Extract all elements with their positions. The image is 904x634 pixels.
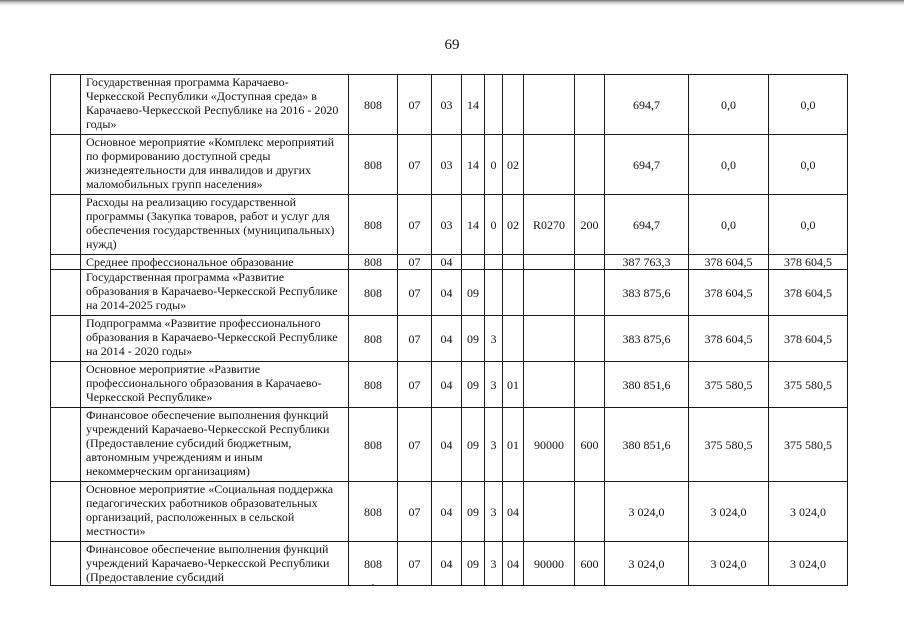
csr-direction-cell	[524, 270, 575, 316]
csr-subprogram-cell: 3	[485, 482, 503, 542]
gutter-cell	[51, 75, 81, 135]
csr-subprogram-cell: 3	[485, 408, 503, 482]
table-row	[51, 75, 848, 135]
budget-table	[50, 74, 848, 586]
pr-cell: 03	[432, 195, 462, 255]
sum-year-3-cell: 0,0	[769, 135, 848, 195]
gutter-cell	[51, 408, 81, 482]
table-row	[51, 362, 848, 408]
sum-year-2-cell: 375 580,5	[689, 362, 769, 408]
sum-year-1-cell: 380 851,6	[605, 362, 689, 408]
csr-event-cell	[503, 75, 524, 135]
csr-program-cell: 09	[462, 542, 485, 586]
csr-program-cell: 14	[462, 135, 485, 195]
sum-year-1-cell: 3 024,0	[605, 542, 689, 586]
rz-cell: 07	[398, 408, 432, 482]
csr-program-cell: 14	[462, 75, 485, 135]
csr-program-cell: 09	[462, 482, 485, 542]
rz-cell: 07	[398, 362, 432, 408]
scan-edge	[0, 0, 904, 6]
row-name-cell: Подпрограмма «Развитие профессионального образования в Карачаево-Черкесской Республике на 2014 - 2020 годы»	[81, 316, 349, 362]
pr-cell: 03	[432, 135, 462, 195]
gutter-cell	[51, 316, 81, 362]
pr-cell: 03	[432, 75, 462, 135]
vr-cell	[575, 362, 605, 408]
sum-year-2-cell: 3 024,0	[689, 482, 769, 542]
page-number: 69	[444, 37, 460, 53]
csr-event-cell	[503, 316, 524, 362]
table-row	[51, 316, 848, 362]
csr-program-cell: 09	[462, 362, 485, 408]
row-name-cell: Основное мероприятие «Развитие профессионального образования в Карачаево-Черкесской Республике»	[81, 362, 349, 408]
sum-year-1-cell: 694,7	[605, 195, 689, 255]
sum-year-2-cell: 3 024,0	[689, 542, 769, 586]
table-row	[51, 542, 848, 586]
row-name-cell: Расходы на реализацию государственной программы (Закупка товаров, работ и услуг для обеспечения государственных (муниципальных) нужд)	[81, 195, 349, 255]
pr-cell: 04	[432, 362, 462, 408]
sum-year-2-cell: 375 580,5	[689, 408, 769, 482]
csr-direction-cell: 90000	[524, 408, 575, 482]
csr-program-cell: 09	[462, 408, 485, 482]
pr-cell: 04	[432, 255, 462, 270]
ved-cell: 808	[349, 408, 398, 482]
vr-cell: 600	[575, 542, 605, 586]
csr-direction-cell	[524, 135, 575, 195]
sum-year-1-cell: 380 851,6	[605, 408, 689, 482]
gutter-cell	[51, 195, 81, 255]
ved-cell: 808	[349, 482, 398, 542]
sum-year-2-cell: 378 604,5	[689, 255, 769, 270]
rz-cell: 07	[398, 482, 432, 542]
ved-cell: 808	[349, 316, 398, 362]
sum-year-2-cell: 0,0	[689, 135, 769, 195]
sum-year-2-cell: 378 604,5	[689, 270, 769, 316]
csr-subprogram-cell	[485, 75, 503, 135]
sum-year-2-cell: 0,0	[689, 195, 769, 255]
pr-cell: 04	[432, 316, 462, 362]
gutter-cell	[51, 362, 81, 408]
csr-program-cell	[462, 255, 485, 270]
csr-event-cell	[503, 270, 524, 316]
table-row	[51, 408, 848, 482]
sum-year-1-cell: 694,7	[605, 135, 689, 195]
vr-cell	[575, 75, 605, 135]
csr-event-cell: 01	[503, 362, 524, 408]
vr-cell: 600	[575, 408, 605, 482]
csr-direction-cell: R0270	[524, 195, 575, 255]
table-row	[51, 270, 848, 316]
row-name-cell: Финансовое обеспечение выполнения функций учреждений Карачаево-Черкесской Республики (Предоставление субсидий бюджетным, автономным учреждениям и иным некоммерческим организациям)	[81, 408, 349, 482]
row-name-cell: Среднее профессиональное образование	[81, 255, 349, 270]
csr-event-cell: 04	[503, 542, 524, 586]
sum-year-3-cell: 378 604,5	[769, 316, 848, 362]
table-row	[51, 135, 848, 195]
csr-event-cell	[503, 255, 524, 270]
pr-cell: 04	[432, 270, 462, 316]
sum-year-3-cell: 0,0	[769, 75, 848, 135]
csr-direction-cell	[524, 255, 575, 270]
pr-cell: 04	[432, 408, 462, 482]
csr-direction-cell	[524, 362, 575, 408]
csr-event-cell: 01	[503, 408, 524, 482]
csr-program-cell: 14	[462, 195, 485, 255]
csr-direction-cell: 90000	[524, 542, 575, 586]
rz-cell: 07	[398, 542, 432, 586]
sum-year-3-cell: 378 604,5	[769, 270, 848, 316]
row-name-cell: Финансовое обеспечение выполнения функций учреждений Карачаево-Черкесской Республики (Предоставление субсидий	[81, 542, 349, 586]
sum-year-2-cell: 0,0	[689, 75, 769, 135]
sum-year-1-cell: 694,7	[605, 75, 689, 135]
csr-direction-cell	[524, 316, 575, 362]
csr-subprogram-cell	[485, 255, 503, 270]
rz-cell: 07	[398, 135, 432, 195]
ved-cell: 808	[349, 255, 398, 270]
vr-cell: 200	[575, 195, 605, 255]
pr-cell: 04	[432, 482, 462, 542]
gutter-cell	[51, 270, 81, 316]
scan-speck	[372, 584, 374, 585]
sum-year-1-cell: 383 875,6	[605, 316, 689, 362]
row-name-cell: Основное мероприятие «Социальная поддержка педагогических работников образовательных организаций, расположенных в сельской местности»	[81, 482, 349, 542]
sum-year-3-cell: 0,0	[769, 195, 848, 255]
gutter-cell	[51, 542, 81, 586]
sum-year-2-cell: 378 604,5	[689, 316, 769, 362]
rz-cell: 07	[398, 270, 432, 316]
csr-event-cell: 04	[503, 482, 524, 542]
ved-cell: 808	[349, 135, 398, 195]
csr-subprogram-cell: 3	[485, 542, 503, 586]
rz-cell: 07	[398, 75, 432, 135]
ved-cell: 808	[349, 195, 398, 255]
csr-subprogram-cell	[485, 270, 503, 316]
csr-subprogram-cell: 0	[485, 195, 503, 255]
sum-year-1-cell: 387 763,3	[605, 255, 689, 270]
sum-year-3-cell: 378 604,5	[769, 255, 848, 270]
ved-cell: 808	[349, 75, 398, 135]
row-name-cell: Государственная программа Карачаево-Черкесской Республики «Доступная среда» в Карачаево-Черкесской Республике на 2016 - 2020 годы»	[81, 75, 349, 135]
row-name-cell: Государственная программа «Развитие образования в Карачаево-Черкесской Республике на 2014-2025 годы»	[81, 270, 349, 316]
gutter-cell	[51, 482, 81, 542]
ved-cell: 808	[349, 542, 398, 586]
ved-cell: 808	[349, 270, 398, 316]
sum-year-3-cell: 3 024,0	[769, 542, 848, 586]
vr-cell	[575, 482, 605, 542]
csr-subprogram-cell: 3	[485, 362, 503, 408]
sum-year-1-cell: 3 024,0	[605, 482, 689, 542]
sum-year-3-cell: 375 580,5	[769, 408, 848, 482]
table-row	[51, 195, 848, 255]
csr-direction-cell	[524, 75, 575, 135]
ved-cell: 808	[349, 362, 398, 408]
csr-direction-cell	[524, 482, 575, 542]
csr-event-cell: 02	[503, 195, 524, 255]
vr-cell	[575, 255, 605, 270]
sum-year-1-cell: 383 875,6	[605, 270, 689, 316]
sum-year-3-cell: 375 580,5	[769, 362, 848, 408]
vr-cell	[575, 316, 605, 362]
pr-cell: 04	[432, 542, 462, 586]
sum-year-3-cell: 3 024,0	[769, 482, 848, 542]
csr-program-cell: 09	[462, 316, 485, 362]
row-name-cell: Основное мероприятие «Комплекс мероприятий по формированию доступной среды жизнедеятельности для инвалидов и других маломобильных групп населения»	[81, 135, 349, 195]
rz-cell: 07	[398, 255, 432, 270]
rz-cell: 07	[398, 195, 432, 255]
table-row	[51, 255, 848, 270]
rz-cell: 07	[398, 316, 432, 362]
table-row	[51, 482, 848, 542]
gutter-cell	[51, 135, 81, 195]
csr-program-cell: 09	[462, 270, 485, 316]
vr-cell	[575, 270, 605, 316]
vr-cell	[575, 135, 605, 195]
gutter-cell	[51, 255, 81, 270]
csr-subprogram-cell: 3	[485, 316, 503, 362]
csr-subprogram-cell: 0	[485, 135, 503, 195]
csr-event-cell: 02	[503, 135, 524, 195]
